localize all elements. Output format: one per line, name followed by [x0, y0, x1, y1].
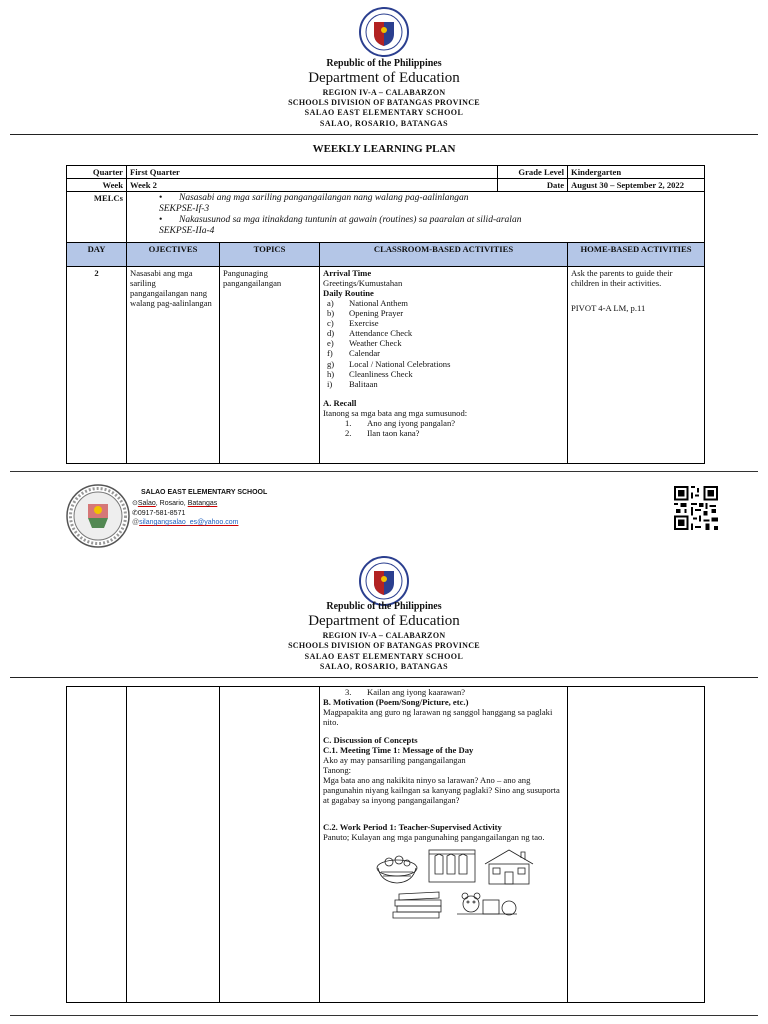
recall-title: A. Recall	[323, 397, 357, 408]
school-line: SALAO EAST ELEMENTARY SCHOOL	[304, 108, 464, 117]
list-item: 2. Ilan taon kana?	[345, 427, 420, 438]
footer-school: SALAO EAST ELEMENTARY SCHOOL	[141, 489, 268, 496]
quarter-row	[67, 166, 705, 179]
republic-line: Republic of the Philippines	[326, 601, 442, 612]
deped-seal-icon	[359, 556, 409, 606]
routine-list	[323, 298, 564, 388]
discussion-questions: Mga bata ano ang nakikita ninyo sa larawan? Ano – ano ang pangunahin niyang kailngan sa kanyang paglaki? Sino ang susuporta at gagabay sa inyong pangangailangan?	[323, 775, 560, 806]
col-objectives: OJECTIVES	[127, 243, 220, 267]
col-topics: TOPICS	[220, 243, 320, 267]
location-line: SALAO, ROSARIO, BATANGAS	[319, 662, 449, 671]
tanong-label: Tanong:	[323, 765, 352, 776]
list-item: e) Weather Check	[327, 338, 402, 349]
discussion-title: C. Discussion of Concepts	[323, 735, 418, 746]
list-item: h) Cleanliness Check	[327, 368, 413, 379]
date-value: August 30 – September 2, 2022	[568, 179, 705, 192]
footer-phone: ✆0917-581-8571	[132, 510, 186, 517]
house-icon	[485, 850, 533, 884]
melc-1-code: SEKPSE-If-3	[159, 204, 210, 215]
grade-value: Kindergarten	[568, 166, 705, 179]
week-value: Week 2	[127, 179, 498, 192]
books-icon	[393, 892, 441, 918]
melcs-row	[67, 192, 705, 243]
school-line: SALAO EAST ELEMENTARY SCHOOL	[304, 652, 464, 661]
topic-cell	[220, 687, 320, 1003]
melcs-cell	[127, 192, 705, 243]
footer-email[interactable]: @silangangsalao_es@yahoo.com	[132, 519, 239, 526]
footer-address: ⊙Salao, Rosario, Batangas	[132, 500, 218, 507]
home-cell	[568, 267, 705, 464]
list-item: d) Attendance Check	[327, 328, 413, 339]
col-day: DAY	[67, 243, 127, 267]
motivation-text: Magpapakita ang guro ng larawan ng sanggol hanggang sa paglaki nito.	[323, 707, 553, 728]
plan-title: WEEKLY LEARNING PLAN	[312, 143, 456, 155]
list-item: c) Exercise	[327, 318, 379, 329]
clothes-icon	[429, 850, 475, 882]
recall-questions	[323, 418, 564, 438]
topic-cell: Pangunaging pangangailangan	[220, 267, 320, 464]
header-rule	[10, 677, 758, 678]
list-item: b) Opening Prayer	[327, 308, 404, 319]
republic-line: Republic of the Philippines	[326, 58, 442, 69]
objective-cell	[127, 687, 220, 1003]
meeting-title: C.1. Meeting Time 1: Message of the Day	[323, 745, 474, 756]
day-cell	[67, 687, 127, 1003]
home-reference: PIVOT 4-A LM, p.11	[571, 303, 646, 314]
day-cell: 2	[67, 267, 127, 464]
arrival-title: Arrival Time	[323, 268, 372, 279]
location-line: SALAO, ROSARIO, BATANGAS	[319, 119, 449, 128]
week-row	[67, 179, 705, 192]
page-bottom-rule	[10, 1015, 758, 1016]
basic-needs-pictures	[373, 848, 543, 922]
objective-cell: Nasasabi ang mga sariling pangangailangan nang walang pag-aalinlangan	[127, 267, 220, 464]
table-row	[67, 687, 705, 1003]
panuto-text: Panuto; Kulayan ang mga pangunahing pangangailangan ng tao.	[323, 831, 545, 842]
recall-text: Itanong sa mga bata ang mga sumusunod:	[323, 407, 468, 418]
home-cell	[568, 687, 705, 1003]
footer-rule	[10, 471, 758, 472]
location-icon: ⊙	[132, 500, 138, 507]
list-item: 1. Ano ang iyong pangalan?	[345, 417, 456, 428]
school-logo-icon	[66, 484, 130, 548]
message-of-day: Ako ay may pansariling pangangailangan	[323, 755, 466, 766]
food-icon	[377, 856, 417, 883]
list-item: g) Local / National Celebrations	[327, 358, 451, 369]
arrival-text: Greetings/Kumustahan	[323, 278, 403, 289]
melc-1: • Nasasabi ang mga sariling pangangailangan nang walang pag-aalinlangan	[159, 193, 469, 204]
melcs-label: MELCs	[67, 192, 127, 243]
weekly-plan-table	[66, 165, 705, 464]
classroom-cell	[320, 687, 568, 1003]
header-rule	[10, 134, 758, 135]
quarter-label: Quarter	[67, 166, 127, 179]
column-header-row	[67, 243, 705, 267]
list-item: f) Calendar	[327, 348, 381, 359]
date-label: Date	[498, 179, 568, 192]
department-line: Department of Education	[308, 70, 460, 86]
list-item: i) Balitaan	[327, 378, 378, 389]
routine-title: Daily Routine	[323, 288, 374, 299]
division-line: SCHOOLS DIVISION OF BATANGAS PROVINCE	[288, 641, 480, 650]
melc-2-code: SEKPSE-IIa-4	[159, 226, 215, 237]
quarter-value: First Quarter	[127, 166, 498, 179]
deped-seal-icon	[359, 7, 409, 57]
email-icon: @	[132, 519, 140, 526]
region-line: REGION IV-A – CALABARZON	[322, 631, 446, 640]
classroom-cell	[320, 267, 568, 464]
motivation-title: B. Motivation (Poem/Song/Picture, etc.)	[323, 697, 469, 708]
phone-icon: ✆	[132, 510, 138, 517]
region-line: REGION IV-A – CALABARZON	[322, 88, 446, 97]
grade-label: Grade Level	[498, 166, 568, 179]
col-classroom: CLASSROOM-BASED ACTIVITIES	[320, 243, 568, 267]
home-instruction: Ask the parents to guide their children in their activities.	[571, 268, 673, 289]
toys-icon	[457, 893, 517, 915]
table-row	[67, 267, 705, 464]
week-label: Week	[67, 179, 127, 192]
list-item: a) National Anthem	[327, 298, 408, 309]
qr-code-icon	[674, 486, 718, 530]
melc-2: • Nakasusunod sa mga itinakdang tuntunin at gawain (routines) sa paaralan at silid-aralan	[159, 215, 522, 226]
workperiod-title: C.2. Work Period 1: Teacher-Supervised Activity	[323, 821, 502, 832]
weekly-plan-table-continued	[66, 686, 705, 1003]
list-item: 3. Kailan ang iyong kaarawan?	[345, 687, 466, 697]
department-line: Department of Education	[308, 613, 460, 629]
division-line: SCHOOLS DIVISION OF BATANGAS PROVINCE	[288, 98, 480, 107]
col-home: HOME-BASED ACTIVITIES	[568, 243, 705, 267]
